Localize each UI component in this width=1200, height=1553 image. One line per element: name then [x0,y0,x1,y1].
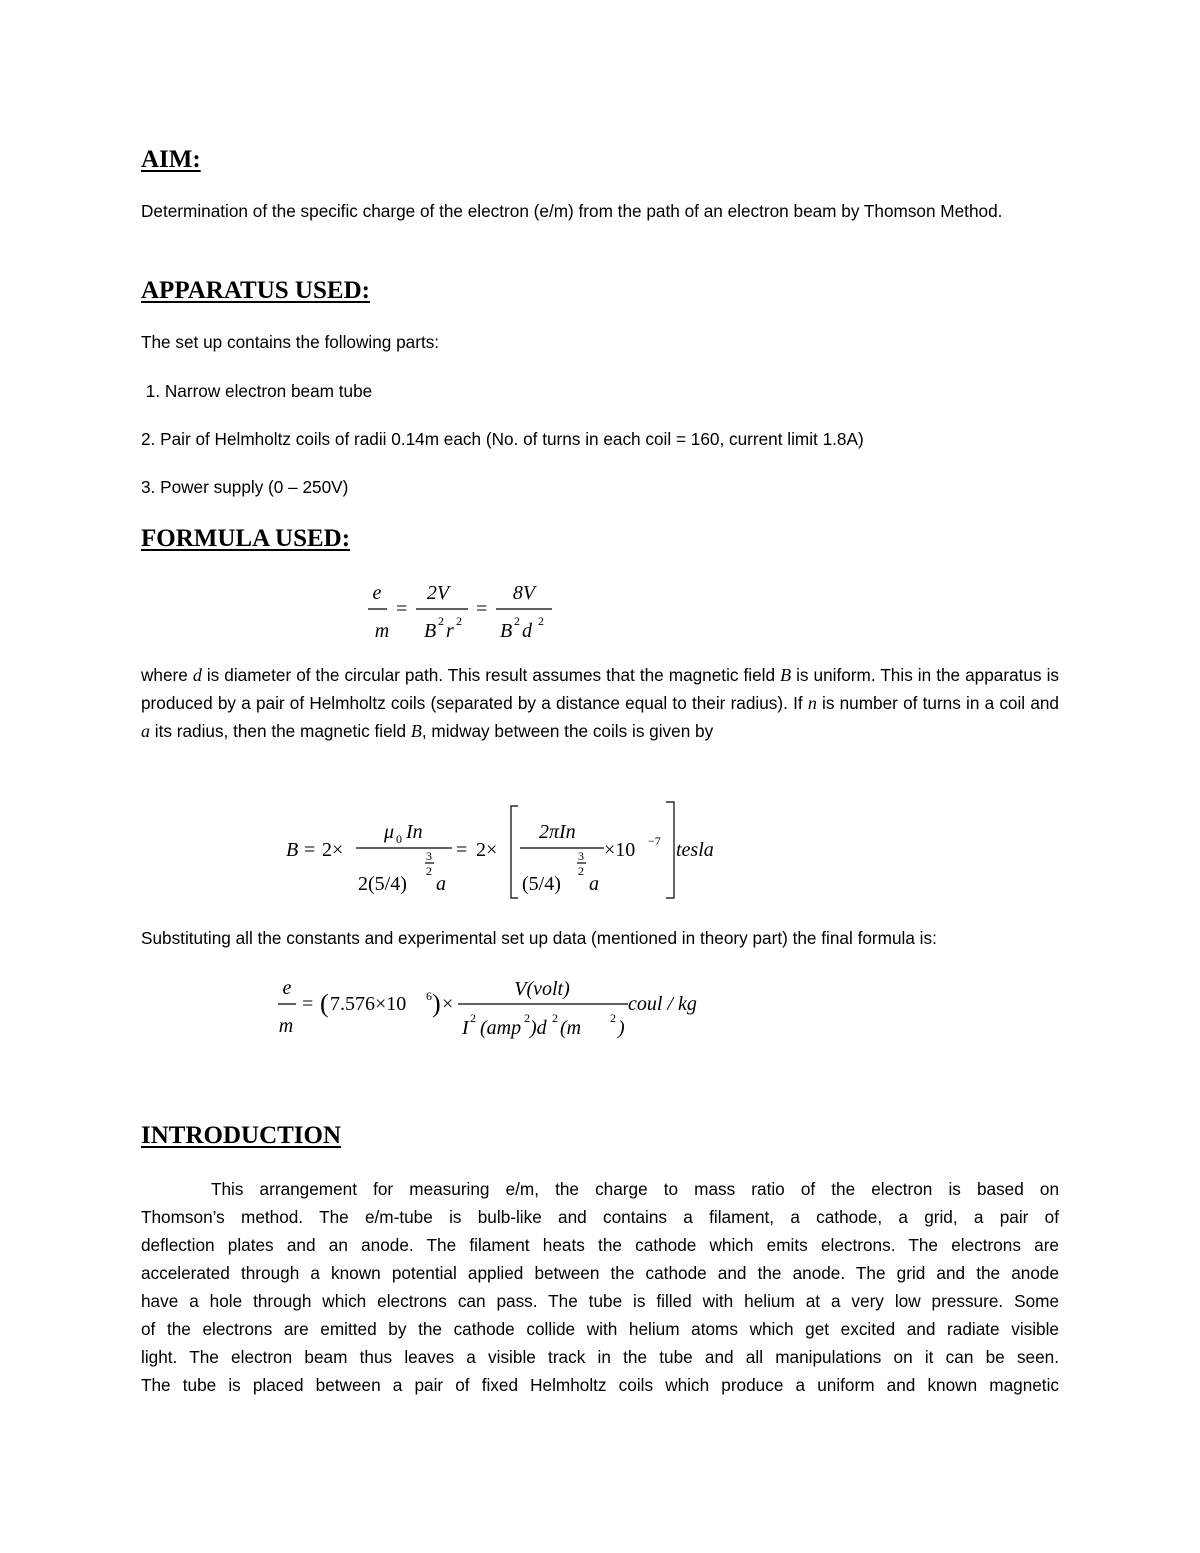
eq3-e: e [282,977,292,999]
svg-text:2×: 2× [322,839,344,861]
eq1-m: m [374,620,390,642]
equation-em-ratio [360,575,580,650]
eq2-mu: μ [384,821,395,843]
formula-heading: FORMULA USED: [141,525,351,552]
eq1-d: d [522,620,532,642]
eq1-equals-1: = [396,598,408,620]
eq1-b2: B [500,620,513,642]
eq1-b: B [424,620,437,642]
svg-text:−7: −7 [648,834,661,848]
svg-text:): ) [432,989,441,1018]
formula-description: where d is diameter of the circular path. This result assumes that the magnetic field B is uniform. This in the apparatus is produced by a pair of Helmholtz coils (separated by a distance equal to their radius). If n is number of turns in a coil and a its radius, then the magnetic field B, midway between the coils is given by [141,665,1059,741]
svg-text:(m: (m [560,1017,582,1039]
svg-text:2: 2 [610,1011,616,1025]
apparatus-intro: The set up contains the following parts: [141,332,440,352]
svg-text:2: 2 [470,1011,476,1025]
eq2-b: B [286,839,299,861]
intro-line-5: have a hole through which electrons can pass. The tube is filled with helium at a very low pressure. Some [141,1291,1059,1311]
svg-text:a: a [589,873,599,895]
svg-text:2: 2 [438,614,444,628]
eq3-m: m [278,1015,294,1037]
eq2-den1: 2(5/4) [358,873,407,895]
substitution-text: Substituting all the constants and experimental set up data (mentioned in theory part) the final formula is: [141,928,937,948]
apparatus-item-3: 3. Power supply (0 – 250V) [141,477,349,497]
eq3-const: 7.576×10 [330,993,407,1015]
intro-line-3: deflection plates and an anode. The filament heats the cathode which emits electrons. The electrons are [141,1235,1059,1255]
introduction-heading: INTRODUCTION [141,1122,342,1149]
svg-text:(amp: (amp [480,1017,522,1039]
apparatus-heading: APPARATUS USED: [141,277,370,304]
eq2-num: 2πIn [539,821,576,843]
equation-magnetic-field [286,795,736,905]
svg-text:2: 2 [524,1011,530,1025]
svg-text:2: 2 [456,614,462,628]
introduction-body [141,1175,1059,1399]
equation-final [274,970,724,1045]
svg-text:6: 6 [426,989,432,1003]
aim-heading: AIM: [141,146,201,173]
svg-text:0: 0 [396,832,402,846]
svg-text:2: 2 [426,864,432,878]
intro-line-8: The tube is placed between a pair of fixed Helmholtz coils which produce a uniform and known magnetic [141,1375,1059,1395]
apparatus-item-1: 1. Narrow electron beam tube [141,381,373,401]
svg-text:2: 2 [578,864,584,878]
svg-text:3: 3 [578,849,584,863]
svg-text:2: 2 [538,614,544,628]
svg-text:×10: ×10 [604,839,636,861]
svg-text:=: = [456,839,468,861]
svg-text:3: 3 [426,849,432,863]
svg-text:I: I [462,1017,469,1039]
svg-text:2: 2 [552,1011,558,1025]
eq2-den2: (5/4) [522,873,561,895]
eq2-unit: tesla [676,839,714,861]
intro-line-2: Thomson’s method. The e/m-tube is bulb-like and contains a filament, a cathode, a grid, a pair of [141,1207,1059,1227]
svg-text:=: = [304,839,316,861]
eq1-equals-2: = [476,598,488,620]
svg-text:=: = [302,993,314,1015]
eq3-unit: coul / kg [628,993,697,1015]
eq1-8v: 8V [512,582,536,604]
apparatus-item-2: 2. Pair of Helmholtz coils of radii 0.14m each (No. of turns in each coil = 160, current limit 1.8A) [141,429,864,449]
aim-text: Determination of the specific charge of the electron (e/m) from the path of an electron beam by Thomson Method. [141,201,1003,221]
svg-text:2×: 2× [476,839,498,861]
svg-text:×: × [442,993,454,1015]
intro-line-7: light. The electron beam thus leaves a visible track in the tube and all manipulations on it can be seen. [141,1347,1059,1367]
svg-text:(: ( [320,989,329,1018]
eq1-2v: 2V [426,582,450,604]
intro-line-4: accelerated through a known potential applied between the cathode and the anode. The grid and the anode [141,1263,1059,1283]
svg-text:In: In [406,821,423,843]
eq1-e: e [372,582,382,604]
svg-text:)d: )d [530,1017,547,1039]
eq3-numerator: V(volt) [514,978,570,1000]
svg-text:a: a [436,873,446,895]
svg-text:2: 2 [514,614,520,628]
eq1-r: r [446,620,454,642]
intro-line-6: of the electrons are emitted by the cathode collide with helium atoms which get excited and radiate visible [141,1319,1059,1339]
intro-line-1: This arrangement for measuring e/m, the charge to mass ratio of the electron is based on [211,1179,1059,1199]
svg-text:): ) [618,1017,625,1039]
